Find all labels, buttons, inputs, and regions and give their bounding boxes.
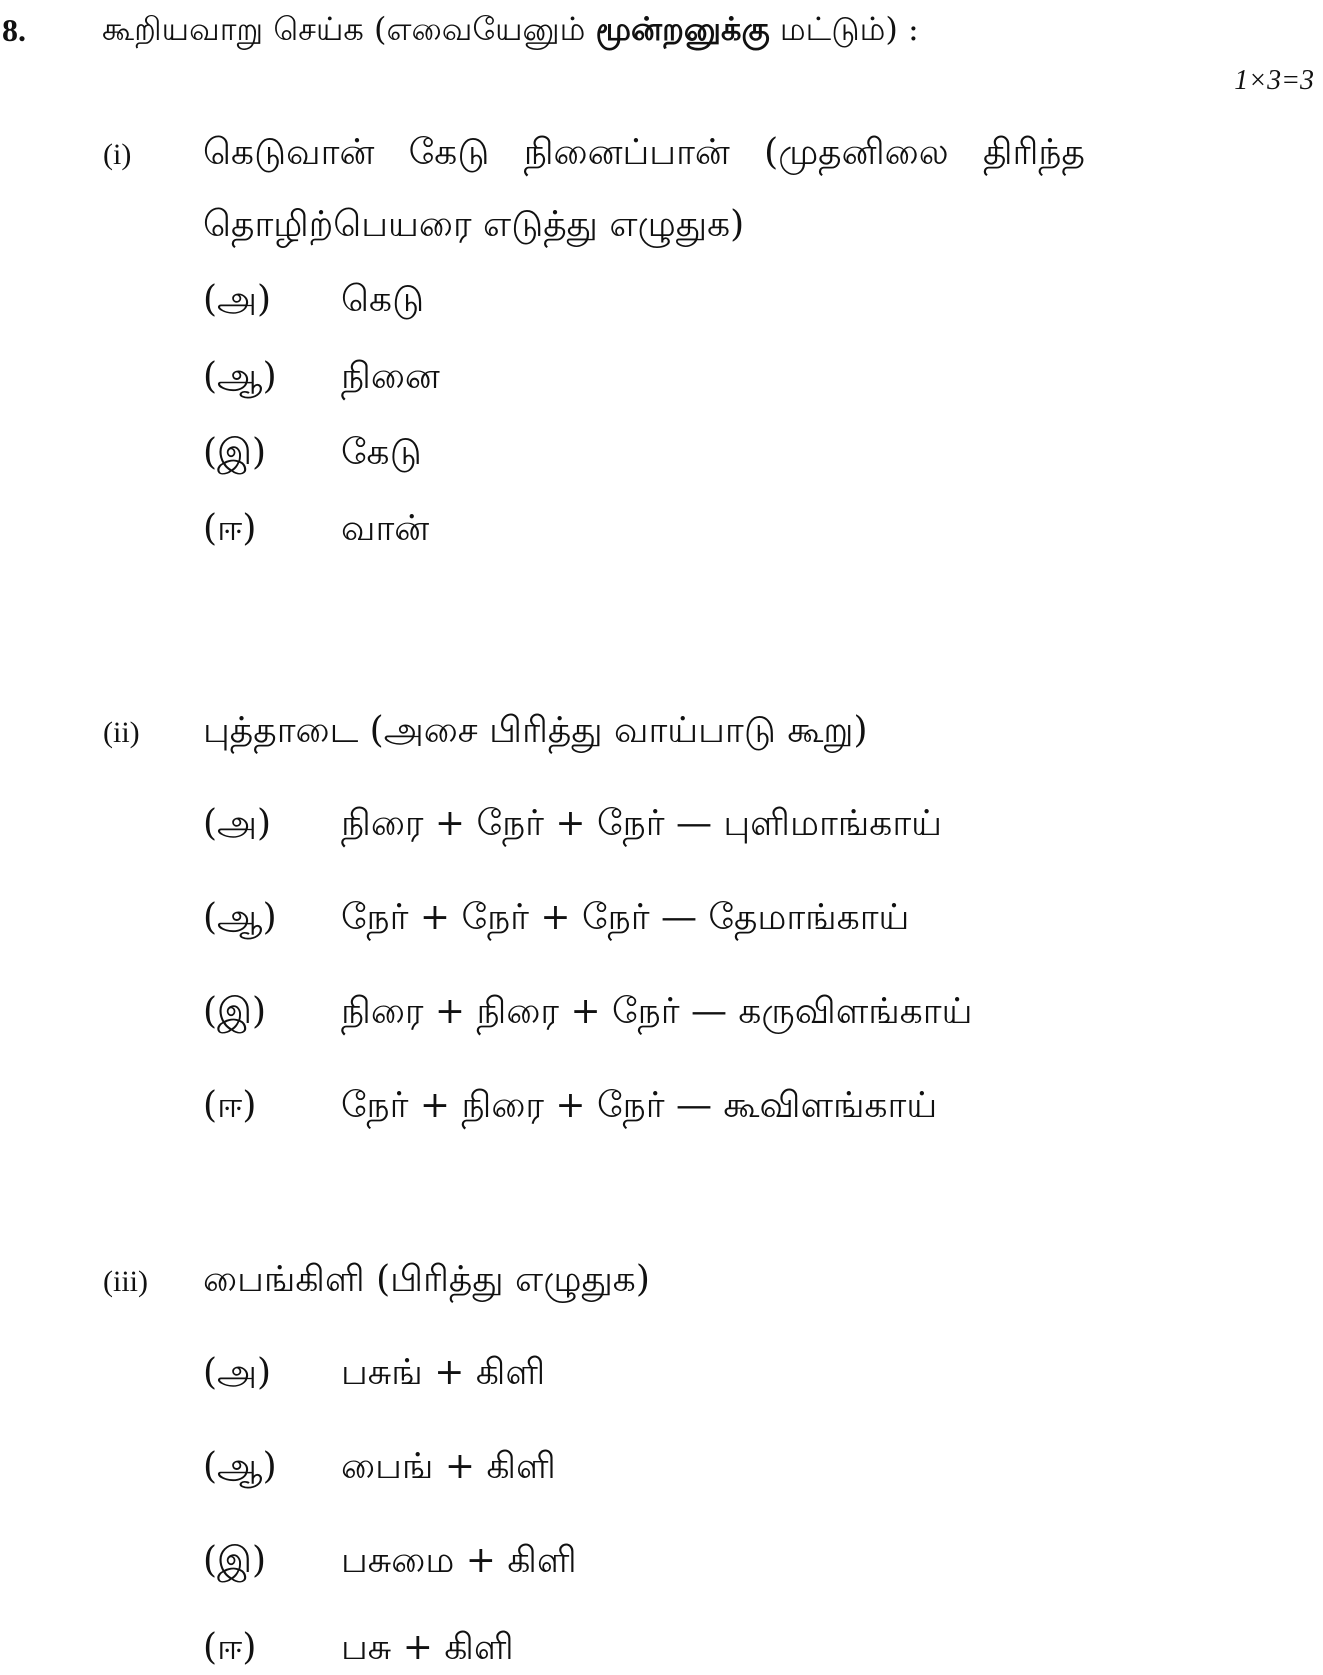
part-iii-option-b-label: (ஆ) (203, 1446, 277, 1487)
part-iii-option-d-label: (ஈ) (203, 1627, 257, 1668)
instruction-text-bold: மூன்றனுக்கு (595, 10, 770, 48)
part-ii-option-d: நேர் + நிரை + நேர் — கூவிளங்காய் (341, 1085, 938, 1126)
question-number: 8. (2, 12, 26, 48)
part-iii-line1: பைங்கிளி (பிரித்து எழுதுக) (203, 1259, 650, 1300)
instruction-text-start: கூறியவாறு செய்க (எவையேனும் (102, 10, 596, 48)
part-i-line2: தொழிற்பெயரை எடுத்து எழுதுக) (203, 204, 745, 245)
part-i-option-c-label: (இ) (203, 432, 267, 473)
part-i-option-b: நினை (341, 356, 440, 397)
part-ii-option-d-label: (ஈ) (203, 1085, 257, 1126)
question-instruction (102, 10, 919, 52)
part-ii-option-a-label: (அ) (203, 803, 272, 844)
part-i-number: (i) (103, 138, 132, 171)
part-iii-option-c-label: (இ) (203, 1540, 267, 1581)
part-ii-option-c-label: (இ) (203, 991, 267, 1032)
part-i-option-b-label: (ஆ) (203, 356, 277, 397)
instruction-text-end: மட்டும்) : (769, 10, 919, 48)
part-i-option-c: கேடு (341, 432, 422, 473)
part-iii-option-b: பைங் + கிளி (341, 1446, 556, 1487)
part-ii-number: (ii) (103, 716, 140, 749)
part-ii-line1: புத்தாடை (அசை பிரித்து வாய்பாடு கூறு) (203, 710, 868, 751)
part-iii-option-c: பசுமை + கிளி (341, 1540, 577, 1581)
part-iii-number: (iii) (103, 1265, 148, 1298)
part-ii-option-b-label: (ஆ) (203, 897, 277, 938)
part-ii-option-b: நேர் + நேர் + நேர் — தேமாங்காய் (341, 897, 910, 938)
part-ii-option-c: நிரை + நிரை + நேர் — கருவிளங்காய் (341, 991, 973, 1032)
part-i-option-d: வான் (341, 508, 430, 549)
part-iii-option-d: பசு + கிளி (341, 1627, 514, 1668)
marks-allocation: 1×3=3 (1234, 65, 1314, 96)
part-i-line1: கெடுவான் கேடு நினைப்பான் (முதனிலை திரிந்த (203, 132, 1085, 173)
part-iii-option-a-label: (அ) (203, 1352, 272, 1393)
part-iii-option-a: பசுங் + கிளி (341, 1352, 546, 1393)
part-i-option-d-label: (ஈ) (203, 508, 257, 549)
part-i-option-a-label: (அ) (203, 279, 272, 320)
part-ii-option-a: நிரை + நேர் + நேர் — புளிமாங்காய் (341, 803, 942, 844)
part-i-option-a: கெடு (341, 279, 425, 320)
